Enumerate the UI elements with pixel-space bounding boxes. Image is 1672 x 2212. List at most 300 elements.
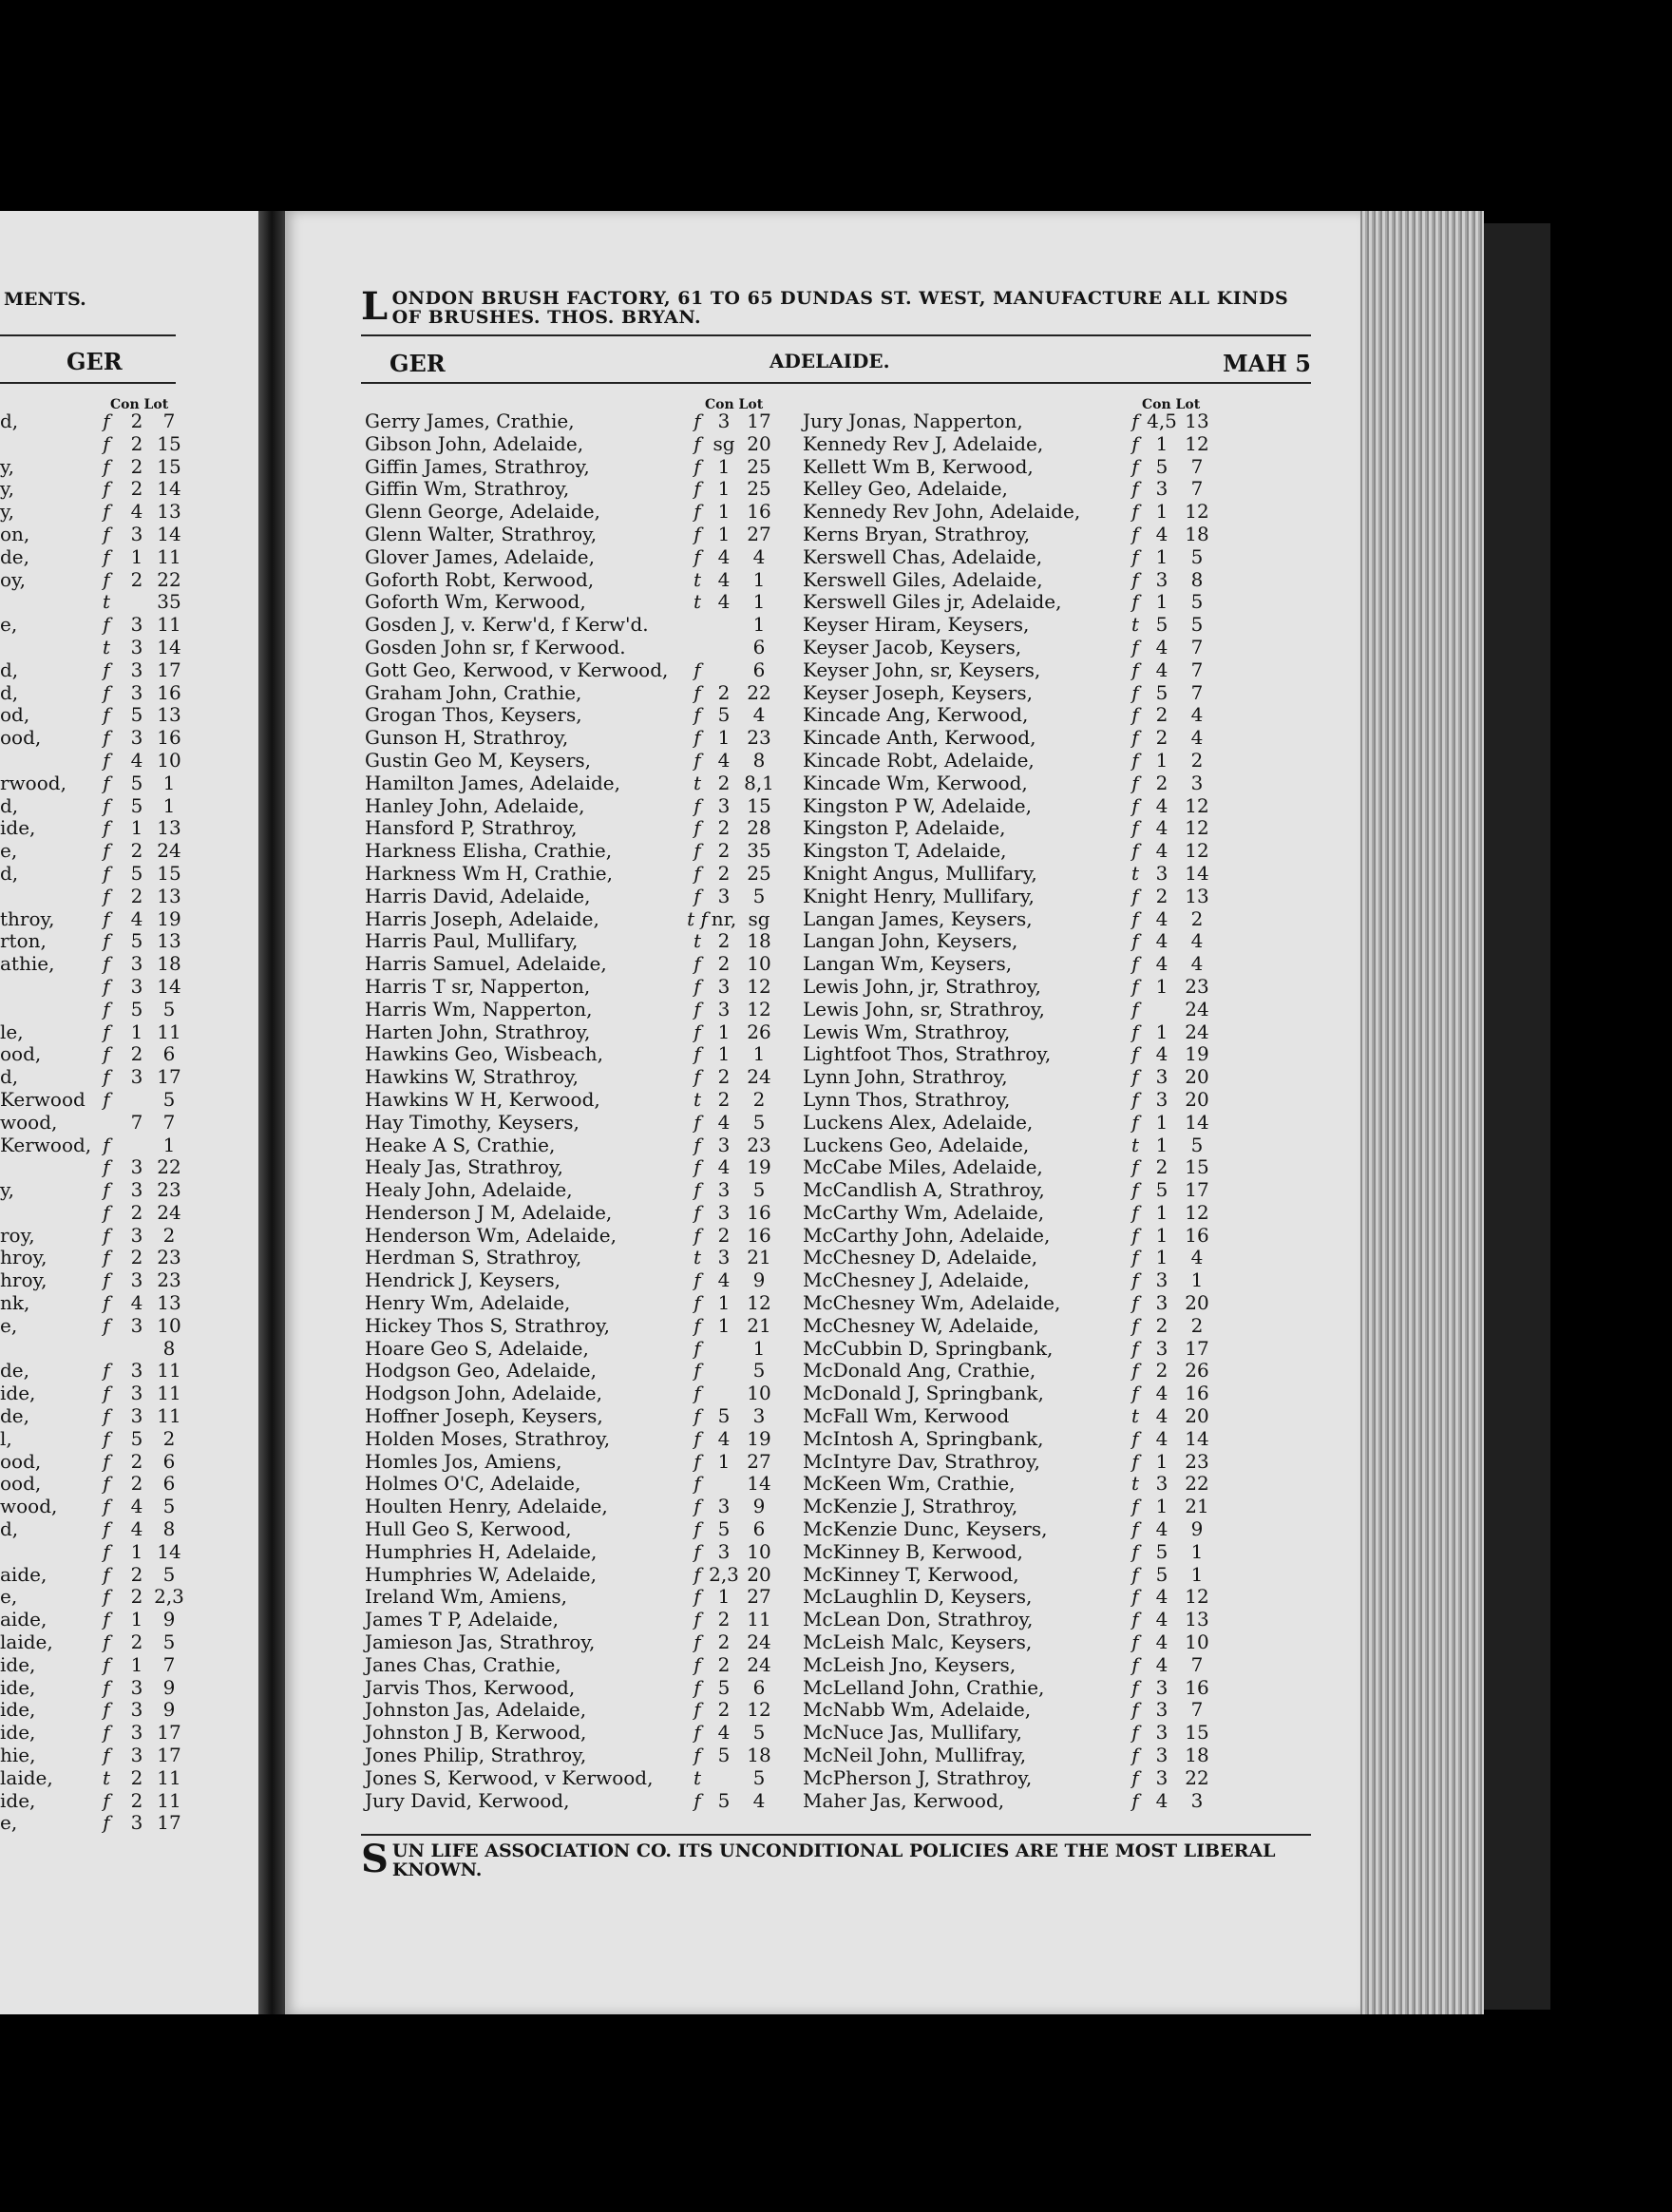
entry-concession: 3 (130, 1155, 143, 1179)
entry-tenure: f (103, 929, 110, 953)
directory-entry (365, 1473, 788, 1496)
entry-concession: 4 (1155, 522, 1168, 545)
entry-lot: 2 (1190, 1313, 1204, 1337)
entry-lot: 5 (752, 1765, 766, 1789)
entry-lot: 24 (747, 1630, 771, 1654)
entry-concession: 2 (1155, 884, 1168, 907)
directory-entry (365, 433, 788, 456)
entry-tenure: f (103, 1495, 110, 1518)
entry-concession: 3 (130, 952, 143, 976)
entry-lot: 5 (752, 1721, 766, 1745)
entry-lot: 1 (162, 771, 176, 794)
entry-name: Glenn George, Adelaide, (365, 500, 600, 524)
entry-tenure: f (1131, 1675, 1139, 1699)
entry-tenure: t (1130, 613, 1140, 637)
entry-concession: 5 (1155, 1178, 1168, 1202)
entry-tenure: f (694, 1495, 701, 1518)
entry-lot: 20 (747, 431, 771, 455)
entry-name: Jones S, Kerwood, v Kerwood, (365, 1765, 654, 1789)
entry-tenure: f (1131, 1517, 1139, 1541)
entry-lot: 17 (1185, 1178, 1209, 1202)
entry-name: McKinney B, Kerwood, (803, 1539, 1023, 1563)
entry-name: McNeil John, Mullifray, (803, 1744, 1027, 1767)
entry-name: laide, (0, 1765, 53, 1789)
entry-tenure: f (103, 1517, 110, 1541)
directory-entry (365, 1564, 788, 1587)
entry-name: Kingston P, Adelaide, (803, 816, 1006, 840)
directory-entry (365, 1677, 788, 1700)
entry-name: Ireland Wm, Amiens, (365, 1585, 568, 1609)
entry-name: Kerswell Giles jr, Adelaide, (803, 590, 1062, 614)
directory-entry (365, 953, 788, 976)
entry-lot: 14 (747, 1472, 771, 1496)
entry-concession: 2 (1155, 1155, 1168, 1179)
entry-name: Harkness Elisha, Crathie, (365, 839, 613, 863)
entry-name: Kincade Wm, Kerwood, (803, 771, 1028, 794)
entry-concession: 2 (717, 1630, 731, 1654)
entry-concession: 2 (717, 1608, 731, 1631)
entry-concession: 1 (130, 1652, 143, 1676)
entry-tenure: f (1131, 500, 1139, 524)
entry-lot: 14 (1185, 1110, 1209, 1134)
entry-name: Hay Timothy, Keysers, (365, 1110, 580, 1134)
entry-name: McChesney Wm, Adelaide, (803, 1291, 1061, 1315)
directory-entry (365, 1496, 788, 1518)
entry-lot: 13 (157, 884, 181, 907)
entry-lot: 27 (747, 1449, 771, 1473)
entry-tenure: f (103, 1744, 110, 1767)
entry-tenure: t (102, 1765, 111, 1789)
entry-name: e, (0, 613, 18, 637)
entry-concession: 1 (130, 1539, 143, 1563)
directory-entry (365, 1790, 788, 1813)
entry-lot: 18 (1185, 522, 1209, 545)
entry-tenure: f (694, 500, 701, 524)
entry-name: Hodgson Geo, Adelaide, (365, 1359, 597, 1382)
entry-name: Kincade Anth, Kerwood, (803, 726, 1036, 750)
entry-name: Healy Jas, Strathroy, (365, 1155, 563, 1179)
entry-name: d, (0, 658, 19, 681)
entry-concession: 3 (717, 1539, 731, 1563)
entry-tenure: f (103, 1449, 110, 1473)
entry-tenure: f (1131, 680, 1139, 704)
entry-name: ide, (0, 1652, 36, 1676)
entry-lot: 7 (1190, 454, 1204, 478)
entry-concession: 1 (1155, 544, 1168, 568)
entry-tenure: t (693, 771, 702, 794)
entry-lot: 25 (747, 454, 771, 478)
entry-lot: 14 (1185, 861, 1209, 885)
entry-concession: 2 (130, 454, 143, 478)
entry-name: y, (0, 454, 14, 478)
entry-lot: 17 (157, 1065, 181, 1089)
entry-name: Glenn Walter, Strathroy, (365, 522, 598, 545)
entry-lot: 23 (157, 1246, 181, 1269)
entry-concession: 3 (130, 1178, 143, 1202)
entry-tenure: f (694, 1313, 701, 1337)
entry-name: d, (0, 861, 19, 885)
directory-entry (365, 1767, 788, 1790)
entry-concession: 5 (130, 1426, 143, 1450)
directory-entry (803, 1631, 1226, 1654)
entry-tenure: t (693, 1246, 702, 1269)
entry-tenure: f (1131, 748, 1139, 772)
entry-tenure: f (1131, 771, 1139, 794)
entry-lot: 3 (1190, 771, 1204, 794)
directory-entry (365, 1451, 788, 1474)
entry-name: Kelley Geo, Adelaide, (803, 477, 1008, 501)
entry-lot: 9 (162, 1698, 176, 1722)
directory-entry (803, 410, 1226, 433)
entry-tenure: f (103, 1291, 110, 1315)
entry-concession: 3 (130, 1382, 143, 1405)
directory-entry (365, 999, 788, 1021)
entry-tenure: f (1131, 635, 1139, 658)
directory-entry (803, 456, 1226, 479)
entry-tenure: f (694, 1721, 701, 1745)
entry-tenure: f (103, 1087, 110, 1111)
entry-lot: 12 (1185, 1585, 1209, 1609)
entry-name: Grogan Thos, Keysers, (365, 703, 582, 727)
entry-name: Lewis Wm, Strathroy, (803, 1020, 1011, 1043)
entry-tenure: f (103, 793, 110, 817)
entry-tenure: f (694, 1200, 701, 1224)
directory-entry (365, 659, 788, 682)
entry-lot: 19 (747, 1426, 771, 1450)
entry-concession: 1 (1155, 748, 1168, 772)
entry-tenure: f (694, 1268, 701, 1292)
entry-tenure: f (1131, 1449, 1139, 1473)
entry-name: Henderson J M, Adelaide, (365, 1200, 613, 1224)
entry-lot: 13 (157, 1291, 181, 1315)
directory-entry (365, 591, 788, 614)
entry-lot: 13 (1185, 1608, 1209, 1631)
entry-name: McCandlish A, Strathroy, (803, 1178, 1045, 1202)
entry-concession: 1 (1155, 1223, 1168, 1247)
entry-lot: 15 (747, 793, 771, 817)
entry-tenure: f (694, 1291, 701, 1315)
entry-name: Humphries H, Adelaide, (365, 1539, 598, 1563)
entry-lot: 4 (1190, 1246, 1204, 1269)
entry-lot: 13 (157, 929, 181, 953)
entry-name: McCarthy Wm, Adelaide, (803, 1200, 1045, 1224)
entry-tenure: f (1131, 703, 1139, 727)
entry-tenure: f (1131, 793, 1139, 817)
entry-lot: 11 (157, 1020, 181, 1043)
entry-concession: 5 (1155, 1562, 1168, 1586)
entry-concession: 3 (130, 1404, 143, 1428)
directory-entry (803, 1428, 1226, 1451)
entry-concession: 2 (717, 1087, 731, 1111)
entry-name: Kingston T, Adelaide, (803, 839, 1007, 863)
directory-entry (365, 1043, 788, 1066)
entry-name: Glover James, Adelaide, (365, 544, 595, 568)
entry-tenure: f (1131, 816, 1139, 840)
entry-name: Hawkins W H, Kerwood, (365, 1087, 600, 1111)
entry-concession: 3 (1155, 1698, 1168, 1722)
entry-lot: 8 (1190, 567, 1204, 591)
entry-lot: 26 (747, 1020, 771, 1043)
entry-concession: 1 (717, 522, 731, 545)
entry-tenure: t (1130, 861, 1140, 885)
directory-entry (365, 410, 788, 433)
entry-lot: 23 (747, 726, 771, 750)
entry-lot: 7 (1190, 1698, 1204, 1722)
entry-concession: 3 (717, 997, 731, 1020)
entry-lot: 12 (747, 1291, 771, 1315)
entry-lot: 12 (1185, 793, 1209, 817)
entry-name: d, (0, 793, 19, 817)
directory-entry (803, 1360, 1226, 1382)
directory-entry (803, 614, 1226, 637)
entry-tenure: f (1131, 1042, 1139, 1066)
entry-concession: 2 (130, 431, 143, 455)
entry-concession: 5 (1155, 613, 1168, 637)
bottom-advertisement-initial: S (361, 1837, 389, 1881)
entry-concession: 2 (130, 1788, 143, 1812)
entry-name: e, (0, 1585, 18, 1609)
entry-lot: 24 (1185, 997, 1209, 1020)
directory-entry (365, 1089, 788, 1112)
entry-tenure: f (1131, 1698, 1139, 1722)
entry-lot: 12 (1185, 500, 1209, 524)
directory-entry (803, 1179, 1226, 1202)
entry-tenure: f (694, 1675, 701, 1699)
entry-tenure: f (694, 1652, 701, 1676)
entry-name: McLelland John, Crathie, (803, 1675, 1045, 1699)
entry-concession: 1 (717, 500, 731, 524)
entry-lot: 20 (1185, 1087, 1209, 1111)
entry-name: Holmes O'C, Adelaide, (365, 1472, 581, 1496)
entry-lot: 4 (752, 544, 766, 568)
entry-tenure: f (1131, 929, 1139, 953)
entry-lot: 1 (752, 1336, 766, 1360)
directory-entry (365, 795, 788, 818)
entry-concession: 4 (130, 1495, 143, 1518)
directory-entry (803, 1677, 1226, 1700)
entry-concession: 4 (717, 1426, 731, 1450)
entry-concession: 2 (717, 952, 731, 976)
entry-concession: 2 (717, 1698, 731, 1722)
entry-tenure: f (103, 1223, 110, 1247)
entry-concession: 2 (130, 1246, 143, 1269)
entry-lot: 6 (752, 1517, 766, 1541)
entry-concession: 1 (717, 1449, 731, 1473)
entry-lot: 1 (1190, 1539, 1204, 1563)
directory-entry (803, 727, 1226, 750)
entry-concession: 3 (130, 635, 143, 658)
directory-entry (365, 1631, 788, 1654)
entry-tenure: f (1131, 1223, 1139, 1247)
entry-tenure: f (103, 974, 110, 998)
entry-concession: 3 (130, 1065, 143, 1089)
entry-lot: 17 (157, 1721, 181, 1745)
entry-lot: 14 (157, 477, 181, 501)
entry-name: ide, (0, 1382, 36, 1405)
directory-entry (365, 1518, 788, 1541)
entry-name: McIntyre Dav, Strathroy, (803, 1449, 1040, 1473)
entry-name: Gosden John sr, f Kerwood. (365, 635, 626, 658)
column-1-header: Con Lot (705, 397, 764, 412)
entry-lot: 12 (747, 1698, 771, 1722)
entry-concession: 2 (717, 1065, 731, 1089)
entry-name: McCubbin D, Springbank, (803, 1336, 1054, 1360)
entry-tenure: f (694, 544, 701, 568)
entry-lot: 10 (157, 1313, 181, 1337)
entry-lot: 19 (747, 1155, 771, 1179)
entry-lot: 15 (157, 454, 181, 478)
entry-name: McChesney D, Adelaide, (803, 1246, 1038, 1269)
entry-concession: 3 (130, 1223, 143, 1247)
entry-lot: 5 (1190, 613, 1204, 637)
entry-concession: 3 (717, 410, 731, 432)
entry-lot: 14 (157, 635, 181, 658)
entry-name: McKinney T, Kerwood, (803, 1562, 1019, 1586)
directory-entry (365, 1225, 788, 1248)
entry-tenure: f (103, 771, 110, 794)
entry-name: Holden Moses, Strathroy, (365, 1426, 611, 1450)
entry-lot: 4 (1190, 952, 1204, 976)
directory-entry (803, 999, 1226, 1021)
entry-name: Luckens Geo, Adelaide, (803, 1133, 1030, 1156)
entry-tenure: f (103, 1811, 110, 1835)
entry-concession: 5 (717, 1788, 731, 1812)
entry-lot: 9 (1190, 1517, 1204, 1541)
entry-lot: 5 (1190, 544, 1204, 568)
entry-tenure: f (103, 544, 110, 568)
entry-name: McKenzie J, Strathroy, (803, 1495, 1018, 1518)
directory-entry (365, 908, 788, 931)
directory-entry (803, 1654, 1226, 1677)
entry-tenure: f (694, 1020, 701, 1043)
entry-concession: 2 (717, 771, 731, 794)
directory-entry (803, 840, 1226, 863)
entry-lot: 12 (1185, 431, 1209, 455)
entry-tenure: f (694, 1562, 701, 1586)
entry-lot: 18 (747, 929, 771, 953)
entry-concession: 4 (1155, 929, 1168, 953)
directory-entry (803, 1338, 1226, 1361)
entry-lot: 12 (747, 974, 771, 998)
entry-lot: 12 (747, 997, 771, 1020)
directory-entry (803, 1473, 1226, 1496)
entry-concession: 1 (717, 1291, 731, 1315)
entry-tenure: f (103, 997, 110, 1020)
entry-tenure: f (694, 1382, 701, 1405)
entry-tenure: f (1131, 1382, 1139, 1405)
entry-tenure: t (1130, 1404, 1140, 1428)
entry-concession: 4 (1155, 635, 1168, 658)
entry-concession: 4 (717, 590, 731, 614)
directory-entry (803, 1315, 1226, 1338)
top-advertisement-initial: L (361, 284, 389, 329)
directory-entry (365, 546, 788, 569)
entry-name: wood, (0, 1495, 58, 1518)
entry-lot: 4 (1190, 703, 1204, 727)
entry-tenure: f (103, 1698, 110, 1722)
entry-name: McLean Don, Strathroy, (803, 1608, 1034, 1631)
directory-entry (365, 1179, 788, 1202)
entry-tenure: f (1131, 1313, 1139, 1337)
entry-lot: 21 (747, 1313, 771, 1337)
directory-entry (803, 953, 1226, 976)
entry-name: Hamilton James, Adelaide, (365, 771, 620, 794)
directory-entry (365, 1338, 788, 1361)
entry-concession: 3 (130, 1359, 143, 1382)
directory-entry (365, 1292, 788, 1315)
entry-concession: 1 (130, 1608, 143, 1631)
entry-tenure: f (103, 1426, 110, 1450)
directory-entry (803, 1247, 1226, 1269)
entry-tenure: f (103, 1133, 110, 1156)
entry-name: Harkness Wm H, Crathie, (365, 861, 613, 885)
entry-concession: 2 (130, 1765, 143, 1789)
entry-lot: 5 (752, 1359, 766, 1382)
entry-lot: 13 (157, 500, 181, 524)
left-page-section: GER (66, 348, 123, 375)
entry-name: hroy, (0, 1268, 48, 1292)
entry-concession: 4 (1155, 1426, 1168, 1450)
entry-lot: 9 (162, 1675, 176, 1699)
entry-name: Hodgson John, Adelaide, (365, 1382, 602, 1405)
entry-concession: 5 (717, 1744, 731, 1767)
entry-name: Langan John, Keysers, (803, 929, 1018, 953)
entry-lot: 21 (1185, 1495, 1209, 1518)
entry-tenure: f (694, 1517, 701, 1541)
entry-tenure: f (694, 1788, 701, 1812)
directory-entry (365, 524, 788, 546)
entry-concession: 3 (1155, 1291, 1168, 1315)
entry-lot: 4 (1190, 929, 1204, 953)
entry-tenure: f (103, 431, 110, 455)
entry-tenure: f (1131, 974, 1139, 998)
entry-lot: 20 (747, 1562, 771, 1586)
entry-lot: 21 (747, 1246, 771, 1269)
directory-entry (803, 886, 1226, 908)
entry-concession: 5 (130, 997, 143, 1020)
entry-name: Gunson H, Strathroy, (365, 726, 569, 750)
entry-lot: 6 (752, 658, 766, 681)
entry-name: Harris David, Adelaide, (365, 884, 591, 907)
entry-lot: 13 (157, 703, 181, 727)
entry-concession: 5 (130, 929, 143, 953)
directory-entry (803, 1699, 1226, 1722)
header-left: GER (390, 350, 446, 377)
entry-concession: 1 (717, 1042, 731, 1066)
directory-entry (803, 863, 1226, 886)
entry-lot: 25 (747, 861, 771, 885)
entry-tenure: f (1131, 997, 1139, 1020)
entry-tenure: f (103, 906, 110, 930)
entry-lot: 6 (752, 1675, 766, 1699)
entry-lot: 35 (157, 590, 181, 614)
entry-tenure: f (1131, 726, 1139, 750)
entry-lot: 24 (157, 1200, 181, 1224)
entry-tenure: f (694, 1110, 701, 1134)
entry-lot: 13 (1185, 410, 1209, 432)
entry-concession: 5 (130, 861, 143, 885)
entry-tenure: f (103, 1200, 110, 1224)
directory-entry (803, 1089, 1226, 1112)
entry-lot: 5 (752, 884, 766, 907)
entry-tenure: f (1131, 1426, 1139, 1450)
entry-lot: 27 (747, 1585, 771, 1609)
entry-concession: 4 (1155, 793, 1168, 817)
entry-concession: 2 (130, 477, 143, 501)
entry-lot: 11 (157, 1359, 181, 1382)
entry-concession: 2 (130, 567, 143, 591)
entry-tenure: t (693, 590, 702, 614)
